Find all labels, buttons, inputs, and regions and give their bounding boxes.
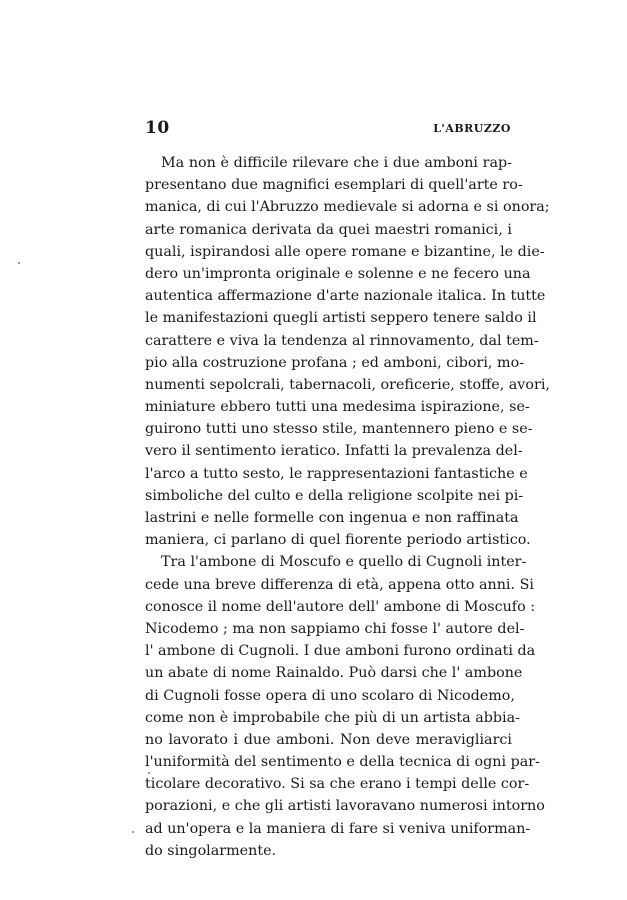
scan-speck xyxy=(18,262,20,264)
text-line: di Cugnoli fosse opera di uno scolaro di Nicodemo, xyxy=(145,687,515,704)
text-line: lastrini e nelle formelle con ingenua e non raffinata xyxy=(145,510,519,526)
text-line: l'uniformità del sentimento e della tecnica di ogni par- xyxy=(145,754,540,771)
text-line: ad un'opera e la maniera di fare si veniva uniforman- xyxy=(145,820,531,837)
text-line: dero un'impronta originale e solenne e ne fecero una xyxy=(145,265,531,282)
text-line: simboliche del culto e della religione scolpite nei pi- xyxy=(145,487,524,504)
text-line: l' ambone di Cugnoli. I due amboni furono ordinati da xyxy=(145,643,536,660)
text-line: arte romanica derivata da quei maestri romanici, i xyxy=(145,221,512,238)
scan-speck xyxy=(132,831,134,833)
text-line: pio alla costruzione profana ; ed amboni, cibori, mo- xyxy=(145,354,525,371)
text-line: manica, di cui l'Abruzzo medievale si adorna e si onora; xyxy=(145,199,550,216)
text-line: Tra l'ambone di Moscufo e quello di Cugnoli inter- xyxy=(161,554,527,571)
text-line: Nicodemo ; ma non sappiamo chi fosse l' autore del- xyxy=(145,620,525,637)
text-line: cede una breve differenza di età, appena otto anni. Si xyxy=(145,576,534,593)
text-line: conosce il nome dell'autore dell' ambone di Moscufo : xyxy=(145,598,536,615)
text-line: Ma non è difficile rilevare che i due amboni rap- xyxy=(161,155,512,171)
paragraph-1 xyxy=(145,152,550,551)
text-line: un abate di nome Rainaldo. Può darsi che l' ambone xyxy=(145,665,523,682)
text-line: vero il sentimento ieratico. Infatti la prevalenza del- xyxy=(145,443,523,460)
running-head: L'ABRUZZO xyxy=(433,122,511,135)
paragraph-2 xyxy=(145,551,545,862)
text-line: ticolare decorativo. Si sa che erano i tempi delle cor- xyxy=(145,776,530,793)
text-line: carattere e viva la tendenza al rinnovamento, dal tem- xyxy=(145,332,539,349)
text-line: do singolarmente. xyxy=(145,842,277,859)
text-line: no lavorato i due amboni. Non deve meravigliarci xyxy=(145,731,512,748)
text-line: quali, ispirandosi alle opere romane e bizantine, le die- xyxy=(145,243,545,260)
text-line: le manifestazioni quegli artisti seppero tenere saldo il xyxy=(145,310,537,327)
text-line: numenti sepolcrali, tabernacoli, oreficerie, stoffe, avori, xyxy=(145,376,550,393)
page-number: 10 xyxy=(145,118,170,138)
text-line: come non è improbabile che più di un artista abbia- xyxy=(145,709,520,726)
text-line: guirono tutti uno stesso stile, mantennero pieno e se- xyxy=(145,421,533,438)
body-text xyxy=(145,152,550,862)
text-line: miniature ebbero tutti una medesima ispirazione, se- xyxy=(145,399,530,416)
text-line: l'arco a tutto sesto, le rappresentazioni fantastiche e xyxy=(145,465,528,482)
scan-speck xyxy=(148,772,150,774)
page-header xyxy=(145,118,511,142)
text-line: autentica affermazione d'arte nazionale italica. In tutte xyxy=(145,288,546,305)
text-line: porazioni, e che gli artisti lavoravano numerosi intorno xyxy=(145,798,545,815)
text-line: maniera, ci parlano di quel fiorente periodo artistico. xyxy=(145,532,531,549)
text-line: presentano due magnifici esemplari di quell'arte ro- xyxy=(145,177,523,194)
